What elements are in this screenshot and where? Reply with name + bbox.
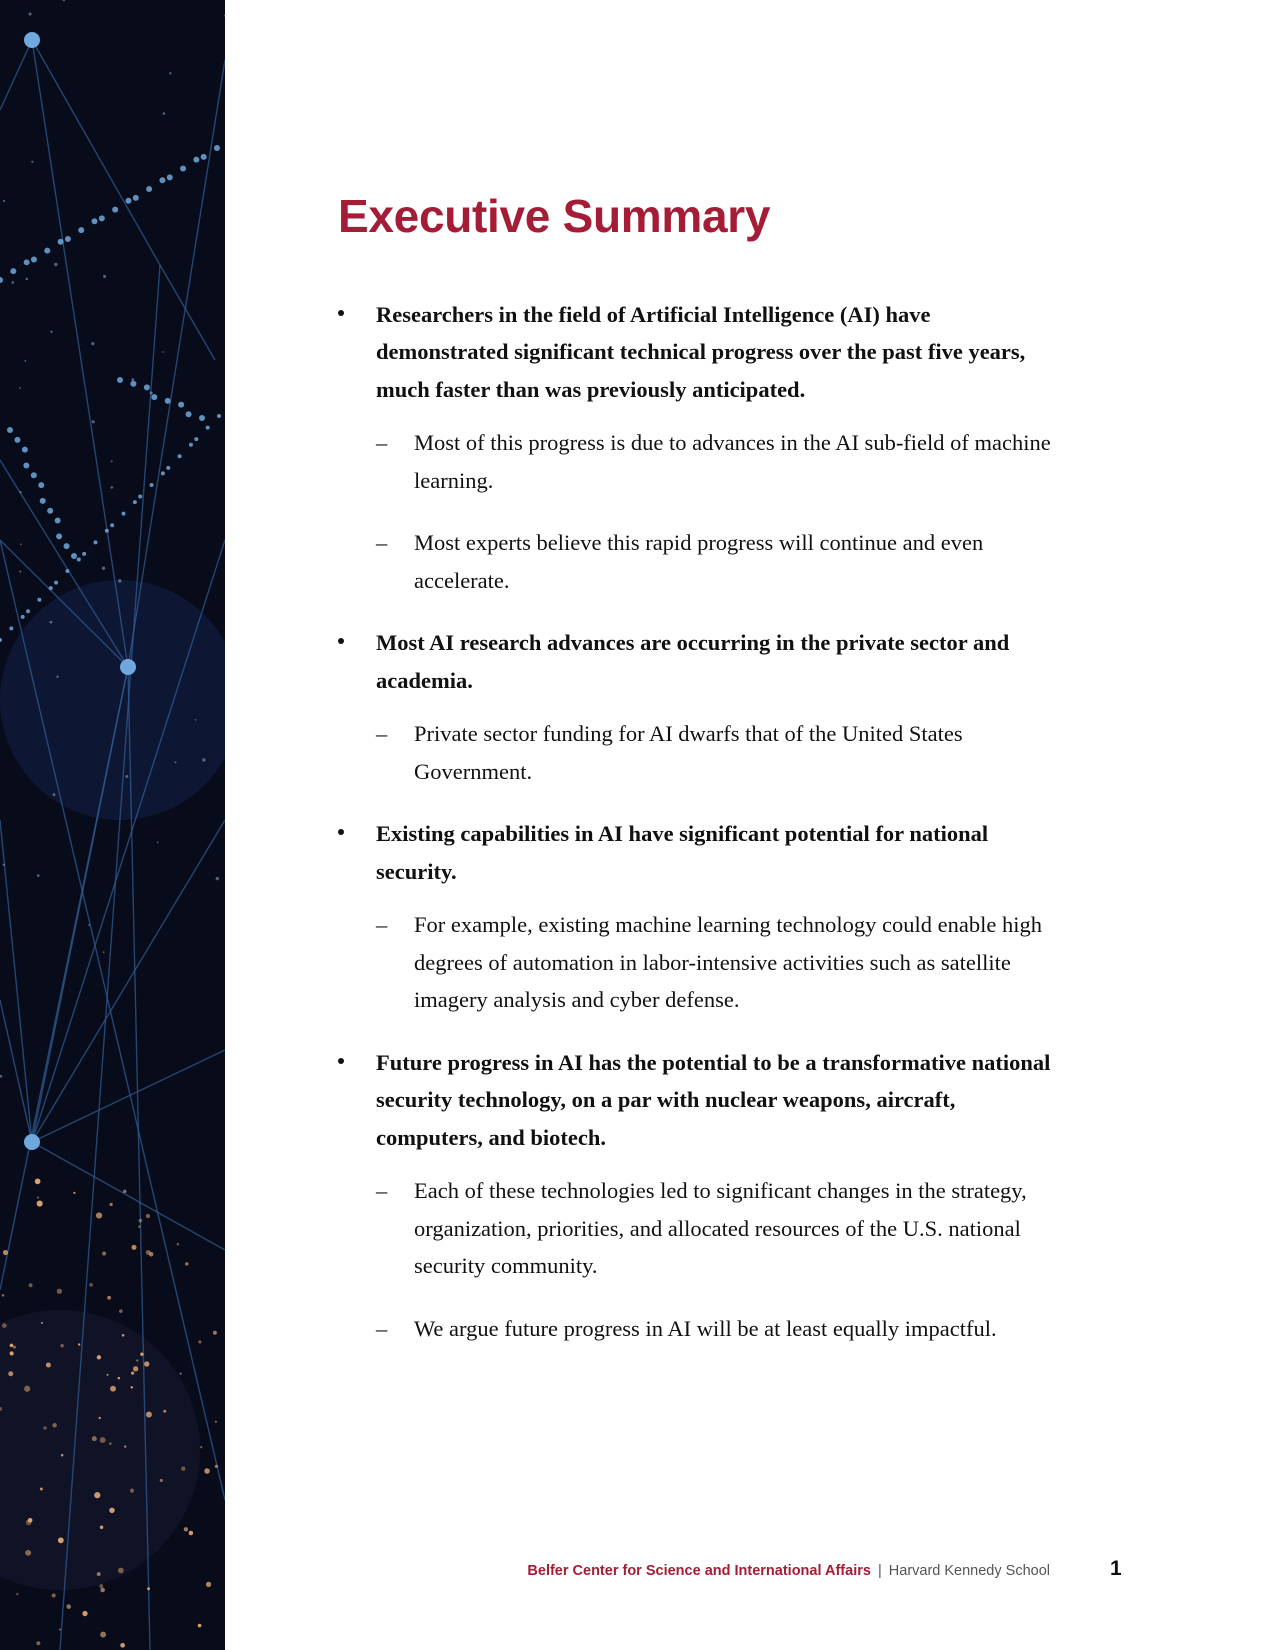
star-dot [102, 567, 105, 570]
network-dot [138, 495, 142, 499]
light-dot [37, 1196, 39, 1198]
light-dot [28, 1518, 33, 1523]
light-dot [146, 1250, 151, 1255]
network-line [32, 1050, 225, 1142]
light-dot [138, 1226, 140, 1228]
light-dot [179, 1372, 181, 1374]
network-dot [178, 454, 182, 458]
sub-point [376, 424, 1058, 499]
light-dot [36, 1641, 40, 1645]
light-dot [189, 1531, 194, 1536]
sub-point [376, 906, 1058, 1019]
network-dot [125, 198, 131, 204]
bullet-dot-icon [338, 638, 344, 644]
star-dot [26, 278, 29, 281]
light-dot [41, 1322, 43, 1324]
light-dot [100, 1588, 105, 1593]
network-line [160, 265, 215, 360]
network-dot [144, 384, 150, 390]
light-dot [160, 1479, 163, 1482]
dash-icon: – [376, 1178, 388, 1204]
star-dot [24, 360, 26, 362]
dash-icon: – [376, 721, 388, 747]
dash-icon: – [376, 1315, 388, 1341]
sub-point-text: Most of this progress is due to advances in the AI sub-field of machine learning. [414, 430, 1051, 493]
network-dot [146, 186, 152, 192]
network-line [0, 820, 32, 1142]
sub-point-list [376, 1172, 1058, 1347]
light-dot [78, 1343, 80, 1345]
star-dot [202, 758, 205, 761]
light-dot [204, 1468, 209, 1473]
light-dot [118, 1377, 121, 1380]
network-dot [167, 174, 173, 180]
light-dot [109, 1442, 112, 1445]
glow-shape [0, 1310, 200, 1590]
network-dot [23, 462, 29, 468]
light-dot [10, 1344, 14, 1348]
star-dot [125, 775, 128, 778]
star-dot [163, 112, 166, 115]
network-dot [193, 157, 199, 163]
light-dot [144, 1361, 149, 1366]
network-dot [47, 508, 53, 514]
star-dot [195, 719, 197, 721]
network-dot [159, 177, 165, 183]
decorative-network-panel [0, 0, 225, 1650]
light-dot [133, 1366, 138, 1371]
light-dot [215, 1465, 218, 1468]
star-dot [50, 330, 52, 332]
light-dot [82, 1611, 87, 1616]
bullet-text: Existing capabilities in AI have significant potential for national security. [376, 821, 989, 884]
bullet-text: Researchers in the field of Artificial Intelligence (AI) have demonstrated significant technical progress over the past five years, much faster than was previously anticipated. [376, 301, 1026, 402]
light-dot [122, 1334, 125, 1337]
network-dot [0, 638, 2, 642]
light-dot [3, 1250, 8, 1255]
network-dot [21, 615, 25, 619]
sub-point-list [376, 715, 1058, 790]
light-dot [97, 1572, 101, 1576]
sub-point [376, 1172, 1058, 1285]
light-dot [100, 1437, 106, 1443]
light-dot [92, 1436, 97, 1441]
star-dot [150, 392, 153, 395]
light-dot [131, 1386, 133, 1388]
network-dot [189, 443, 193, 447]
network-dot [133, 500, 137, 504]
network-dot [117, 377, 123, 383]
star-dot [50, 621, 53, 624]
network-dot [165, 398, 171, 404]
light-dot [2, 1323, 7, 1328]
dash-icon: – [376, 530, 388, 556]
star-dot [92, 420, 95, 423]
light-dot [25, 1550, 31, 1556]
summary-bullet [338, 624, 1058, 790]
star-dot [56, 676, 58, 678]
light-dot [46, 1362, 51, 1367]
page-title: Executive Summary [338, 190, 771, 242]
light-dot [100, 1632, 106, 1638]
network-dot [64, 543, 70, 549]
network-dot [133, 195, 139, 201]
light-dot [10, 1351, 14, 1355]
light-dot [107, 1296, 111, 1300]
network-dot [54, 581, 58, 585]
network-dot [40, 498, 46, 504]
light-dot [123, 1190, 126, 1193]
executive-summary-section [338, 190, 1058, 1372]
light-dot [130, 1489, 134, 1493]
light-dot [24, 1386, 30, 1392]
light-dot [102, 1252, 106, 1256]
network-dot [55, 518, 61, 524]
light-dot [52, 1423, 57, 1428]
network-dot [199, 415, 205, 421]
bullet-dot-icon [338, 1058, 344, 1064]
network-dot [194, 437, 198, 441]
light-dot [57, 1289, 62, 1294]
light-dot [110, 1203, 113, 1206]
network-dot [31, 256, 37, 262]
light-dot [147, 1587, 150, 1590]
network-dot [44, 248, 50, 254]
star-dot [54, 263, 57, 266]
network-dot [71, 553, 77, 559]
star-dot [118, 579, 121, 582]
light-dot [96, 1212, 102, 1218]
light-dot [177, 1243, 180, 1246]
network-dot [161, 471, 165, 475]
light-dot [66, 1604, 71, 1609]
network-line [0, 1000, 32, 1142]
sub-point-text: Each of these technologies led to significant changes in the strategy, organization, priorities, and allocated resources of the U.S. national security community. [414, 1178, 1027, 1279]
light-dot [163, 1410, 166, 1413]
star-dot [3, 864, 5, 866]
network-line [128, 60, 225, 667]
light-dot [43, 1426, 46, 1429]
glow-shape [0, 580, 225, 820]
star-dot [37, 874, 40, 877]
star-dot [19, 571, 21, 573]
light-dot [99, 1417, 101, 1419]
light-dot [110, 1386, 116, 1392]
network-dot [77, 557, 81, 561]
light-dot [213, 1331, 217, 1335]
network-dot [9, 626, 13, 630]
light-dot [61, 1454, 64, 1457]
network-dot [56, 533, 62, 539]
network-dot [105, 529, 109, 533]
network-line [32, 820, 225, 1142]
network-dot [58, 239, 64, 245]
light-dot [215, 1421, 217, 1423]
light-dot [107, 1374, 109, 1376]
light-dot [40, 1488, 43, 1491]
light-dot [37, 1200, 43, 1206]
star-dot [63, 0, 66, 1]
light-dot [13, 1346, 16, 1349]
dash-icon: – [376, 430, 388, 456]
star-dot [175, 761, 177, 763]
star-dot [3, 200, 5, 202]
star-dot [103, 951, 105, 953]
star-dot [20, 543, 22, 545]
star-dot [103, 275, 106, 278]
network-dot [7, 427, 13, 433]
footer-school: Harvard Kennedy School [888, 1563, 1050, 1579]
light-dot [8, 1371, 13, 1376]
light-dot [184, 1527, 188, 1531]
light-dot [139, 1219, 143, 1223]
network-dot [180, 166, 186, 172]
light-dot [16, 1593, 18, 1595]
light-dot [100, 1526, 103, 1529]
star-dot [111, 460, 113, 462]
star-dot [216, 877, 219, 880]
star-dot [224, 15, 225, 17]
sub-point-text: Most experts believe this rapid progress will continue and even accelerate. [414, 530, 984, 593]
network-dot [201, 154, 207, 160]
light-dot [140, 1353, 143, 1356]
light-dot [60, 1344, 63, 1347]
light-dot [59, 1629, 61, 1631]
light-dot [185, 1262, 189, 1266]
light-dot [109, 1508, 114, 1513]
network-dot [217, 414, 221, 418]
light-dot [73, 1192, 75, 1194]
network-dot [122, 512, 126, 516]
network-dot [37, 598, 41, 602]
footer-organization: Belfer Center for Science and International Affairs [527, 1563, 871, 1579]
network-dot [214, 145, 220, 151]
network-line [32, 40, 128, 667]
sub-point-list [376, 906, 1058, 1019]
sub-point [376, 1310, 1058, 1348]
light-dot [124, 1445, 127, 1448]
star-dot [162, 351, 164, 353]
light-dot [89, 1283, 93, 1287]
network-line [32, 40, 160, 265]
star-dot [53, 793, 56, 796]
footer-separator: | [877, 1563, 882, 1579]
network-dot [0, 277, 3, 283]
light-dot [119, 1309, 123, 1313]
light-dot [198, 1340, 201, 1343]
network-dot [150, 483, 154, 487]
network-dot [93, 540, 97, 544]
light-dot [131, 1371, 134, 1374]
network-dot [92, 218, 98, 224]
star-dot [157, 842, 159, 844]
star-dot [19, 387, 21, 389]
sub-point-list [376, 424, 1058, 599]
network-dot [24, 259, 30, 265]
light-dot [146, 1411, 152, 1417]
network-dot [10, 268, 16, 274]
network-dot [110, 523, 114, 527]
network-dot [26, 609, 30, 613]
page-footer [480, 1563, 1050, 1579]
light-dot [136, 1359, 138, 1361]
network-dot [49, 586, 53, 590]
network-dot [14, 437, 20, 443]
bullet-text: Most AI research advances are occurring in the private sector and academia. [376, 630, 1010, 693]
sub-point-text: Private sector funding for AI dwarfs that of the United States Government. [414, 721, 963, 784]
star-dot [110, 486, 113, 489]
light-dot [52, 1594, 56, 1598]
light-dot [58, 1537, 64, 1543]
light-dot [132, 1245, 137, 1250]
light-dot [146, 1214, 150, 1218]
bullet-dot-icon [338, 310, 344, 316]
star-dot [11, 281, 14, 284]
light-dot [198, 1624, 202, 1628]
star-dot [131, 378, 134, 381]
star-dot [19, 491, 21, 493]
star-dot [0, 1075, 2, 1078]
light-dot [200, 1446, 202, 1448]
sub-point [376, 524, 1058, 599]
network-dot [78, 227, 84, 233]
network-dot [31, 472, 37, 478]
light-dot [206, 1582, 211, 1587]
star-dot [29, 12, 32, 15]
light-dot [97, 1355, 101, 1359]
sub-point [376, 715, 1058, 790]
star-dot [91, 342, 94, 345]
sub-point-text: For example, existing machine learning technology could enable high degrees of automation in labor-intensive activities such as satellite imagery analysis and cyber defense. [414, 912, 1042, 1013]
network-dot [166, 466, 170, 470]
light-dot [120, 1643, 125, 1648]
network-dot [82, 552, 86, 556]
bullet-dot-icon [338, 829, 344, 835]
light-dot [2, 1294, 5, 1297]
page-number: 1 [1110, 1557, 1122, 1580]
network-dot [112, 207, 118, 213]
network-dot [38, 482, 44, 488]
summary-bullet [338, 296, 1058, 600]
network-dot [178, 402, 184, 408]
dash-icon: – [376, 912, 388, 938]
network-line [0, 40, 32, 110]
network-illustration [0, 0, 225, 1650]
star-dot [169, 72, 171, 74]
summary-bullet [338, 1044, 1058, 1348]
light-dot [94, 1492, 100, 1498]
network-node [24, 32, 40, 48]
light-dot [181, 1467, 185, 1471]
star-dot [88, 924, 90, 926]
light-dot [29, 1283, 33, 1287]
light-dot [118, 1568, 124, 1574]
bullet-text: Future progress in AI has the potential to be a transformative national security technology, on a par with nuclear weapons, aircraft, computers, and biotech. [376, 1049, 1051, 1150]
network-dot [151, 394, 157, 400]
network-node [24, 1134, 40, 1150]
summary-bullet [338, 815, 1058, 1019]
network-line [32, 1142, 225, 1250]
network-dot [130, 381, 136, 387]
summary-bullet-list [338, 296, 1058, 1348]
sub-point-text: We argue future progress in AI will be at least equally impactful. [414, 1315, 997, 1341]
network-dot [186, 411, 192, 417]
network-dot [65, 569, 69, 573]
network-dot [99, 215, 105, 221]
network-node [120, 659, 136, 675]
star-dot [31, 161, 33, 163]
light-dot [35, 1179, 41, 1185]
light-dot [99, 1584, 103, 1588]
network-dot [22, 447, 28, 453]
network-dot [65, 236, 71, 242]
network-dot [206, 426, 210, 430]
